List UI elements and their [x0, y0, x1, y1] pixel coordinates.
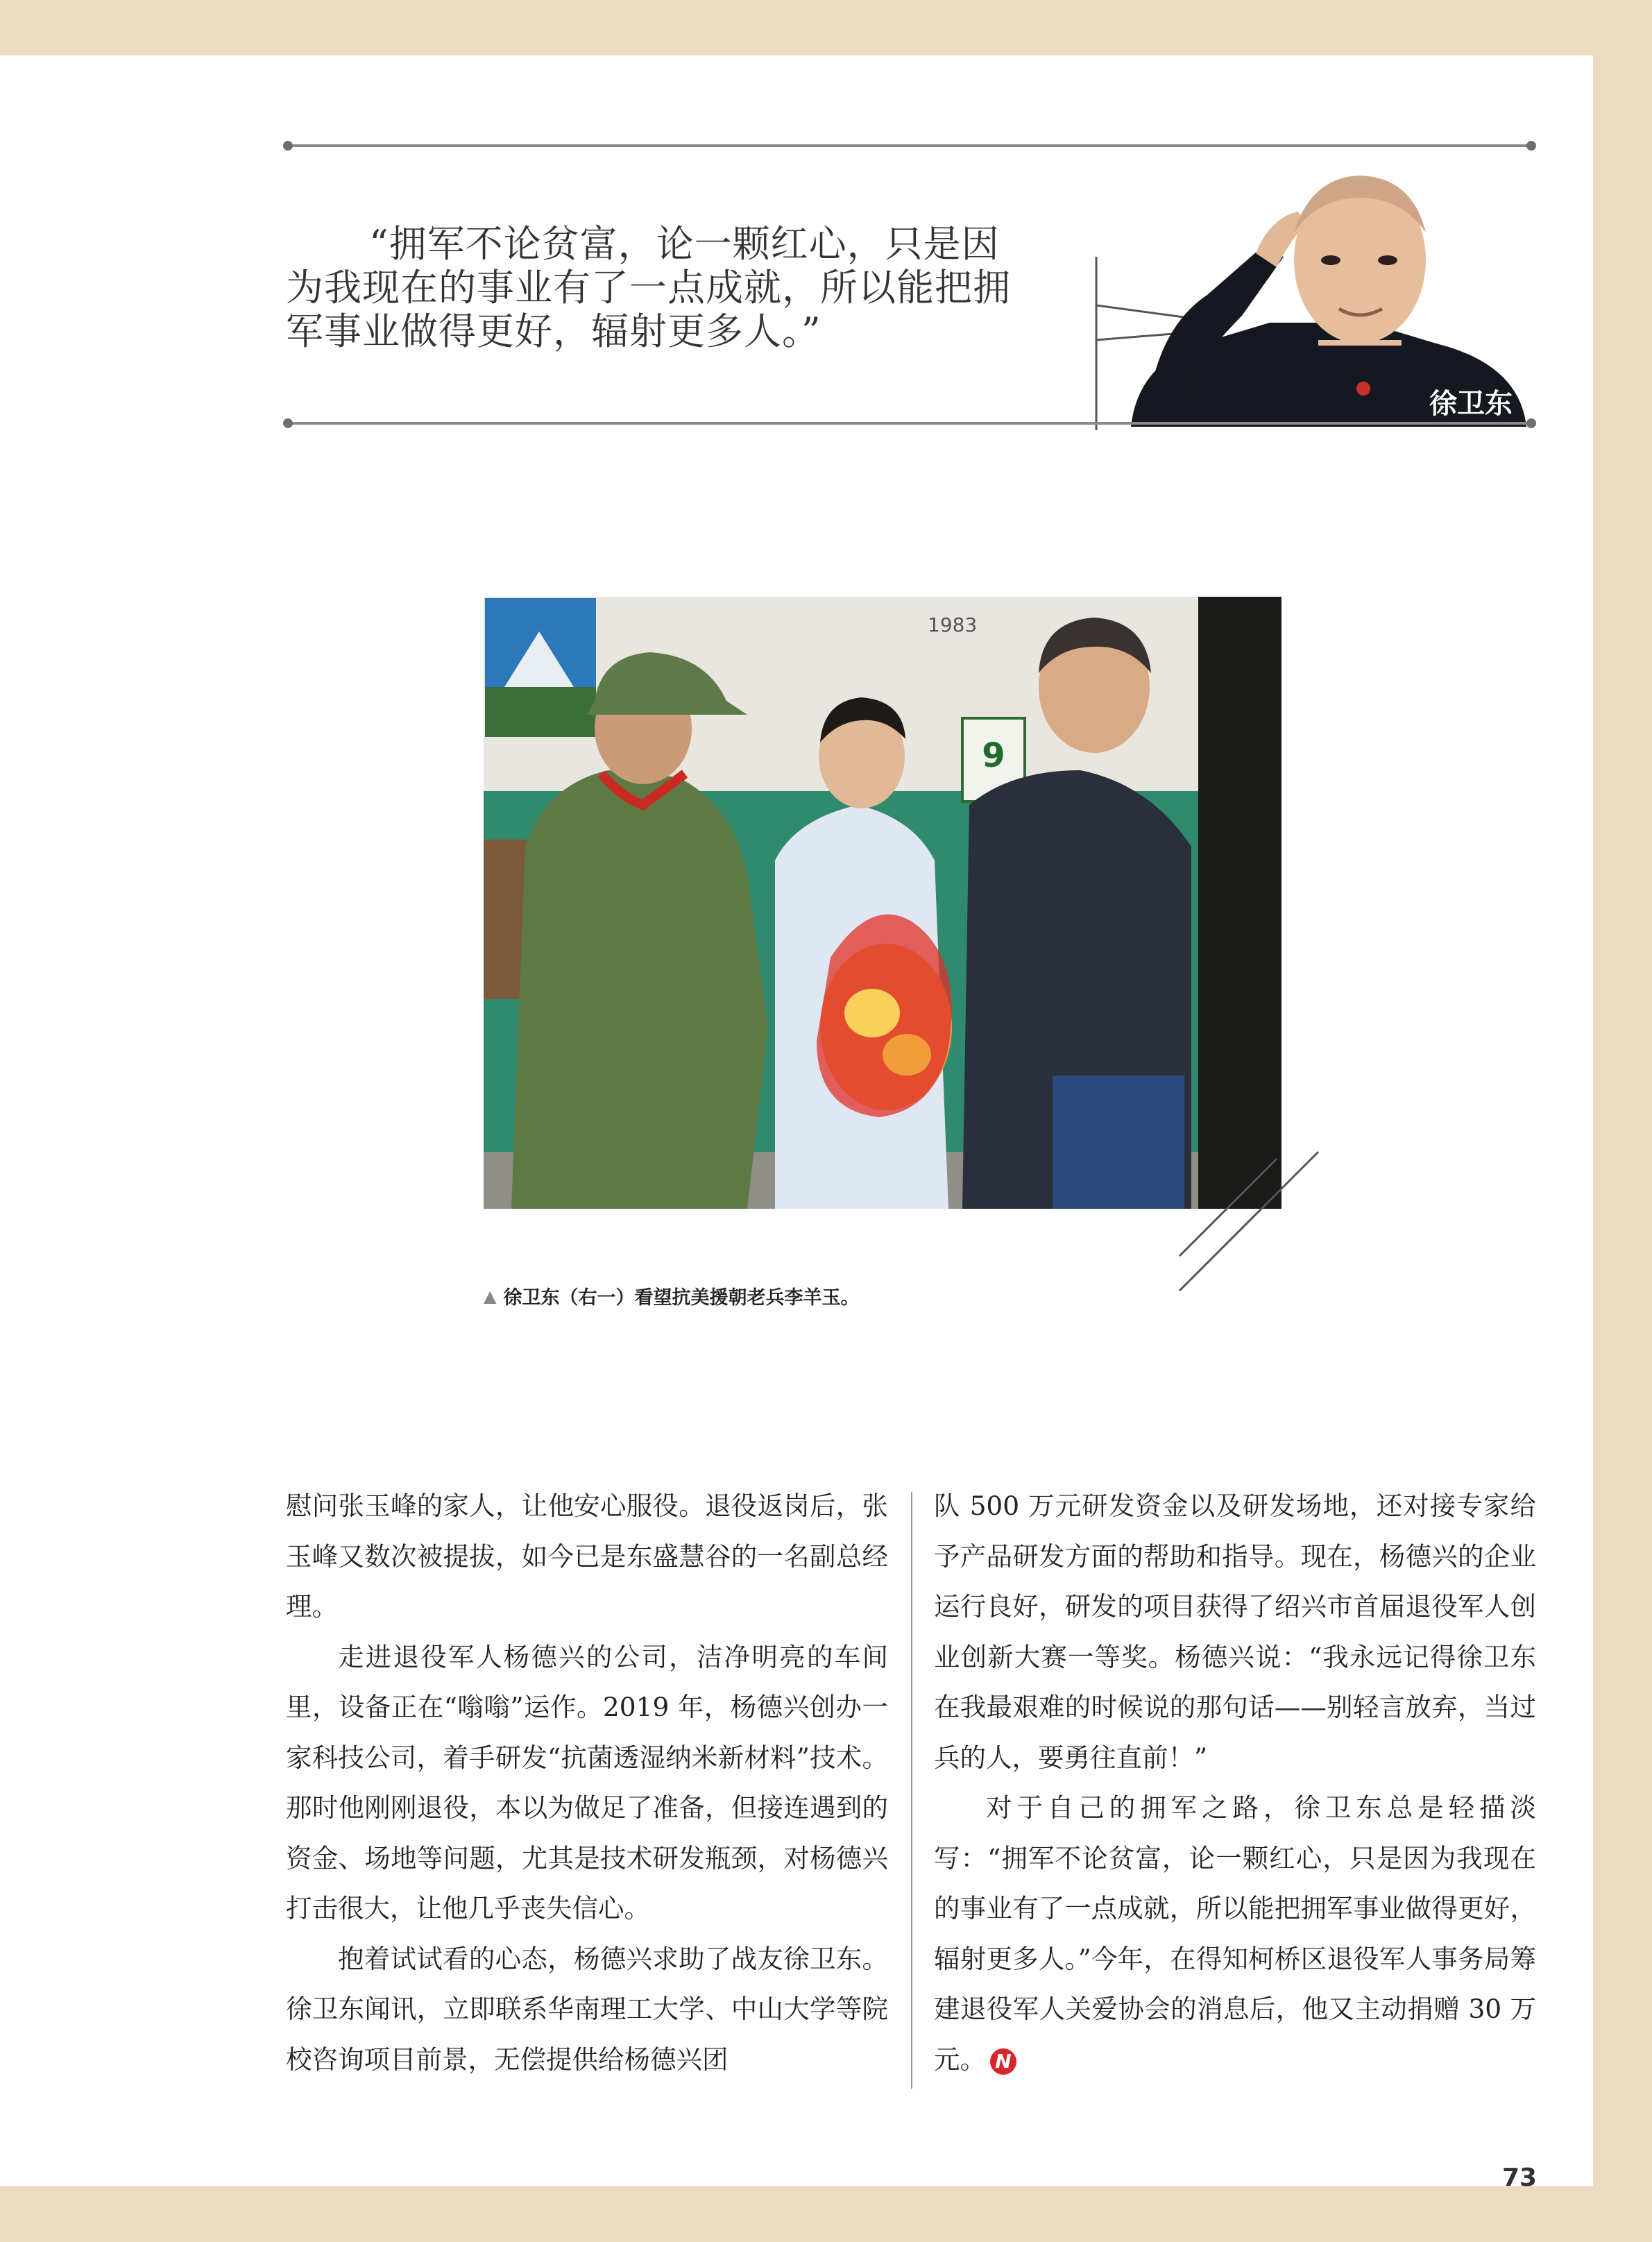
- caption-triangle-icon: ▲: [484, 1286, 497, 1306]
- visit-photo: [484, 597, 1281, 1209]
- paragraph-final: [934, 1783, 1536, 2084]
- calendar-day: 9: [982, 736, 1005, 775]
- pull-quote: “拥军不论贫富，论一颗红心，只是因为我现在的事业有了一点成就，所以能把拥军事业做得更好，辐射更多人。”: [286, 222, 1011, 353]
- column-divider: [911, 1492, 912, 2089]
- wall-plaque: 1983: [928, 613, 978, 636]
- portrait-name-label: 徐卫东: [1429, 388, 1513, 420]
- visit-photo-illustration: [484, 597, 1281, 1209]
- article-column-right: [934, 1481, 1536, 2084]
- paragraph: 抱着试试看的心态，杨德兴求助了战友徐卫东。徐卫东闻讯，立即联系华南理工大学、中山大学等院校咨询项目前景，无偿提供给杨德兴团: [286, 1943, 888, 2075]
- page-number: 73: [1502, 2164, 1538, 2192]
- article-end-mark-icon: N: [990, 2048, 1016, 2075]
- quote-rule-bottom: [286, 422, 1533, 425]
- paragraph: 队 500 万元研发资金以及研发场地，还对接专家给予产品研发方面的帮助和指导。现在，杨德兴的企业运行良好，研发的项目获得了绍兴市首届退役军人创业创新大赛一等奖。杨德兴说：“我永远记得徐卫东在我最艰难的时候说的那句话——别轻言放弃，当过兵的人，要勇往直前！”: [934, 1491, 1536, 1773]
- photo-caption: [484, 1282, 859, 1309]
- paragraph: 走进退役军人杨德兴的公司，洁净明亮的车间里，设备正在“嗡嗡”运作。2019 年，杨德兴创办一家科技公司，着手研发“抗菌透湿纳米新材料”技术。那时他刚刚退役，本以为做足了准备，但接连遇到的资金、场地等问题，尤其是技术研发瓶颈，对杨德兴打击很大，让他几乎丧失信心。: [286, 1641, 888, 1923]
- quote-rule-top: [286, 144, 1533, 147]
- paragraph-text: 对于自己的拥军之路，徐卫东总是轻描淡写：“拥军不论贫富，论一颗红心，只是因为我现在的事业有了一点成就，所以能把拥军事业做得更好，辐射更多人。”今年，在得知柯桥区退役军人事务局筹建退役军人关爱协会的消息后，他又主动捐赠 30 万元。: [934, 1792, 1536, 2075]
- photo-corner-lines: [1173, 1138, 1332, 1298]
- article-column-left: [286, 1481, 888, 2084]
- photo-caption-text: 徐卫东（右一）看望抗美援朝老兵李羊玉。: [503, 1287, 860, 1309]
- paragraph: 慰问张玉峰的家人，让他安心服役。退役返岗后，张玉峰又数次被提拔，如今已是东盛慧谷的一名副总经理。: [286, 1491, 888, 1622]
